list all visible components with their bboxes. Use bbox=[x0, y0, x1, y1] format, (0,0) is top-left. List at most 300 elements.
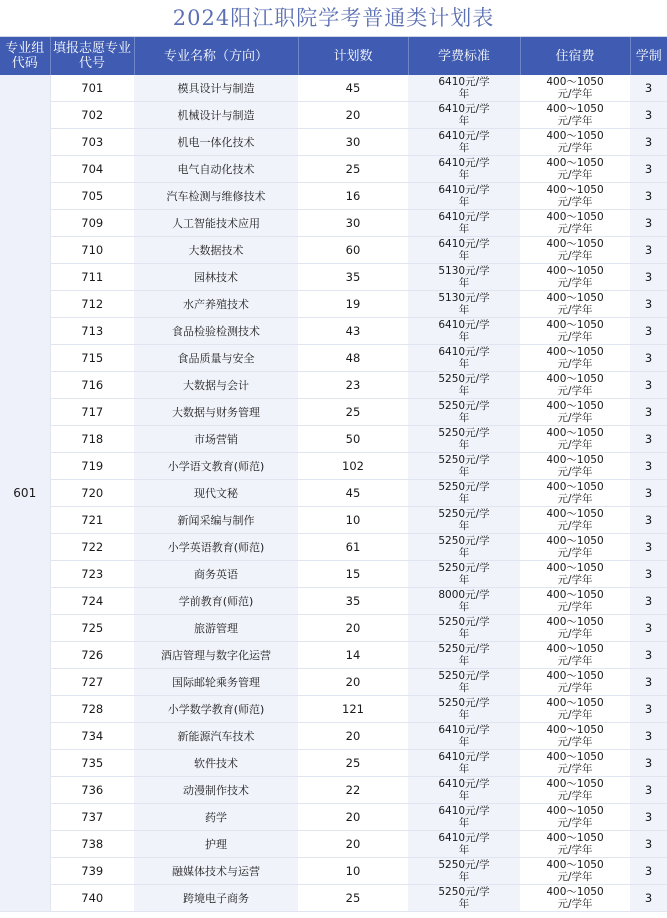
plan-cell: 19 bbox=[298, 291, 408, 318]
dorm-line1: 400～1050 bbox=[546, 427, 604, 439]
dorm-cell bbox=[520, 804, 630, 831]
dorm-line2: 元/学年 bbox=[557, 871, 593, 883]
dorm-line1: 400～1050 bbox=[546, 751, 604, 763]
major-code-cell: 722 bbox=[50, 534, 134, 561]
major-code-cell: 724 bbox=[50, 588, 134, 615]
years-cell: 3 bbox=[630, 156, 667, 183]
years-cell: 3 bbox=[630, 345, 667, 372]
dorm-cell bbox=[520, 669, 630, 696]
major-code-cell: 721 bbox=[50, 507, 134, 534]
table-row bbox=[0, 156, 667, 183]
major-name-cell: 国际邮轮乘务管理 bbox=[134, 669, 298, 696]
plan-cell: 35 bbox=[298, 264, 408, 291]
dorm-line2: 元/学年 bbox=[557, 628, 593, 640]
tuition-line1: 5250元/学 bbox=[438, 670, 490, 682]
years-cell: 3 bbox=[630, 291, 667, 318]
dorm-line2: 元/学年 bbox=[557, 655, 593, 667]
tuition-cell bbox=[408, 588, 520, 615]
dorm-cell bbox=[520, 372, 630, 399]
dorm-line1: 400～1050 bbox=[546, 76, 604, 88]
dorm-cell bbox=[520, 183, 630, 210]
major-name-cell: 食品质量与安全 bbox=[134, 345, 298, 372]
plan-cell: 25 bbox=[298, 399, 408, 426]
years-cell: 3 bbox=[630, 237, 667, 264]
major-name-cell: 软件技术 bbox=[134, 750, 298, 777]
major-name-cell: 旅游管理 bbox=[134, 615, 298, 642]
years-cell: 3 bbox=[630, 885, 667, 912]
major-name-cell: 电气自动化技术 bbox=[134, 156, 298, 183]
tuition-cell bbox=[408, 642, 520, 669]
dorm-cell bbox=[520, 831, 630, 858]
dorm-line2: 元/学年 bbox=[557, 115, 593, 127]
tuition-line1: 5250元/学 bbox=[438, 427, 490, 439]
table-row bbox=[0, 750, 667, 777]
major-name-cell: 模具设计与制造 bbox=[134, 75, 298, 102]
tuition-line2: 年 bbox=[458, 871, 470, 883]
dorm-cell bbox=[520, 777, 630, 804]
tuition-line1: 6410元/学 bbox=[438, 157, 490, 169]
dorm-line1: 400～1050 bbox=[546, 859, 604, 871]
dorm-line2: 元/学年 bbox=[557, 493, 593, 505]
plan-cell: 25 bbox=[298, 885, 408, 912]
tuition-line1: 5250元/学 bbox=[438, 697, 490, 709]
dorm-line1: 400～1050 bbox=[546, 292, 604, 304]
tuition-cell bbox=[408, 75, 520, 102]
tuition-cell bbox=[408, 696, 520, 723]
dorm-cell bbox=[520, 156, 630, 183]
dorm-cell bbox=[520, 264, 630, 291]
plan-cell: 23 bbox=[298, 372, 408, 399]
tuition-line2: 年 bbox=[458, 88, 470, 100]
dorm-line1: 400～1050 bbox=[546, 562, 604, 574]
major-name-cell: 护理 bbox=[134, 831, 298, 858]
tuition-line1: 5250元/学 bbox=[438, 508, 490, 520]
plan-cell: 20 bbox=[298, 831, 408, 858]
major-code-cell: 703 bbox=[50, 129, 134, 156]
dorm-line2: 元/学年 bbox=[557, 304, 593, 316]
major-code-cell: 716 bbox=[50, 372, 134, 399]
table-row bbox=[0, 399, 667, 426]
dorm-line1: 400～1050 bbox=[546, 211, 604, 223]
table-row bbox=[0, 723, 667, 750]
tuition-line2: 年 bbox=[458, 655, 470, 667]
header-dorm: 住宿费 bbox=[520, 37, 630, 75]
tuition-line1: 5250元/学 bbox=[438, 562, 490, 574]
dorm-line1: 400～1050 bbox=[546, 265, 604, 277]
plan-cell: 25 bbox=[298, 750, 408, 777]
dorm-line2: 元/学年 bbox=[557, 709, 593, 721]
table-row bbox=[0, 345, 667, 372]
header-tuition: 学费标准 bbox=[408, 37, 520, 75]
tuition-line1: 6410元/学 bbox=[438, 211, 490, 223]
plan-cell: 15 bbox=[298, 561, 408, 588]
dorm-line1: 400～1050 bbox=[546, 832, 604, 844]
tuition-cell bbox=[408, 777, 520, 804]
dorm-line1: 400～1050 bbox=[546, 535, 604, 547]
tuition-line1: 5250元/学 bbox=[438, 400, 490, 412]
tuition-cell bbox=[408, 534, 520, 561]
years-cell: 3 bbox=[630, 696, 667, 723]
dorm-cell bbox=[520, 642, 630, 669]
dorm-cell bbox=[520, 291, 630, 318]
major-code-cell: 728 bbox=[50, 696, 134, 723]
table-row bbox=[0, 696, 667, 723]
dorm-line2: 元/学年 bbox=[557, 358, 593, 370]
tuition-cell bbox=[408, 831, 520, 858]
dorm-line2: 元/学年 bbox=[557, 682, 593, 694]
tuition-cell bbox=[408, 453, 520, 480]
tuition-line2: 年 bbox=[458, 277, 470, 289]
tuition-line2: 年 bbox=[458, 628, 470, 640]
plan-table bbox=[0, 37, 667, 912]
dorm-line1: 400～1050 bbox=[546, 373, 604, 385]
table-row bbox=[0, 372, 667, 399]
major-name-cell: 现代文秘 bbox=[134, 480, 298, 507]
major-name-cell: 融媒体技术与运营 bbox=[134, 858, 298, 885]
tuition-cell bbox=[408, 210, 520, 237]
tuition-line1: 5250元/学 bbox=[438, 643, 490, 655]
tuition-line2: 年 bbox=[458, 493, 470, 505]
plan-cell: 10 bbox=[298, 858, 408, 885]
tuition-line1: 6410元/学 bbox=[438, 319, 490, 331]
tuition-cell bbox=[408, 372, 520, 399]
plan-cell: 50 bbox=[298, 426, 408, 453]
dorm-line2: 元/学年 bbox=[557, 547, 593, 559]
major-code-cell: 727 bbox=[50, 669, 134, 696]
header-group-code: 专业组代码 bbox=[0, 37, 50, 75]
dorm-line2: 元/学年 bbox=[557, 331, 593, 343]
dorm-line2: 元/学年 bbox=[557, 142, 593, 154]
plan-cell: 30 bbox=[298, 210, 408, 237]
years-cell: 3 bbox=[630, 453, 667, 480]
tuition-line2: 年 bbox=[458, 223, 470, 235]
major-name-cell: 大数据与会计 bbox=[134, 372, 298, 399]
tuition-line2: 年 bbox=[458, 385, 470, 397]
dorm-line2: 元/学年 bbox=[557, 763, 593, 775]
dorm-line2: 元/学年 bbox=[557, 88, 593, 100]
plan-cell: 35 bbox=[298, 588, 408, 615]
years-cell: 3 bbox=[630, 210, 667, 237]
dorm-line2: 元/学年 bbox=[557, 736, 593, 748]
years-cell: 3 bbox=[630, 183, 667, 210]
major-name-cell: 汽车检测与维修技术 bbox=[134, 183, 298, 210]
table-row bbox=[0, 804, 667, 831]
dorm-line2: 元/学年 bbox=[557, 250, 593, 262]
plan-cell: 22 bbox=[298, 777, 408, 804]
group-code-cell: 601 bbox=[0, 75, 50, 912]
tuition-line1: 6410元/学 bbox=[438, 832, 490, 844]
major-code-cell: 710 bbox=[50, 237, 134, 264]
tuition-line1: 5130元/学 bbox=[438, 265, 490, 277]
dorm-line2: 元/学年 bbox=[557, 574, 593, 586]
major-code-cell: 720 bbox=[50, 480, 134, 507]
tuition-line1: 5250元/学 bbox=[438, 481, 490, 493]
major-code-cell: 701 bbox=[50, 75, 134, 102]
table-row bbox=[0, 642, 667, 669]
dorm-cell bbox=[520, 507, 630, 534]
dorm-line2: 元/学年 bbox=[557, 520, 593, 532]
dorm-line2: 元/学年 bbox=[557, 466, 593, 478]
tuition-line2: 年 bbox=[458, 358, 470, 370]
tuition-line2: 年 bbox=[458, 844, 470, 856]
tuition-line2: 年 bbox=[458, 817, 470, 829]
years-cell: 3 bbox=[630, 669, 667, 696]
major-name-cell: 机电一体化技术 bbox=[134, 129, 298, 156]
major-code-cell: 726 bbox=[50, 642, 134, 669]
years-cell: 3 bbox=[630, 75, 667, 102]
dorm-line1: 400～1050 bbox=[546, 481, 604, 493]
tuition-line1: 6410元/学 bbox=[438, 724, 490, 736]
tuition-line2: 年 bbox=[458, 304, 470, 316]
major-code-cell: 705 bbox=[50, 183, 134, 210]
tuition-cell bbox=[408, 183, 520, 210]
tuition-line1: 6410元/学 bbox=[438, 184, 490, 196]
table-row bbox=[0, 777, 667, 804]
table-row bbox=[0, 615, 667, 642]
tuition-line1: 6410元/学 bbox=[438, 238, 490, 250]
major-code-cell: 739 bbox=[50, 858, 134, 885]
table-row bbox=[0, 237, 667, 264]
dorm-cell bbox=[520, 345, 630, 372]
plan-cell: 20 bbox=[298, 615, 408, 642]
tuition-line1: 6410元/学 bbox=[438, 346, 490, 358]
major-code-cell: 715 bbox=[50, 345, 134, 372]
header-major-code: 填报志愿专业代号 bbox=[50, 37, 134, 75]
tuition-cell bbox=[408, 291, 520, 318]
plan-cell: 20 bbox=[298, 102, 408, 129]
tuition-line1: 5250元/学 bbox=[438, 373, 490, 385]
tuition-line2: 年 bbox=[458, 331, 470, 343]
tuition-cell bbox=[408, 561, 520, 588]
major-code-cell: 736 bbox=[50, 777, 134, 804]
years-cell: 3 bbox=[630, 426, 667, 453]
dorm-cell bbox=[520, 75, 630, 102]
dorm-cell bbox=[520, 210, 630, 237]
years-cell: 3 bbox=[630, 777, 667, 804]
plan-cell: 14 bbox=[298, 642, 408, 669]
dorm-cell bbox=[520, 237, 630, 264]
tuition-line1: 6410元/学 bbox=[438, 103, 490, 115]
tuition-line1: 8000元/学 bbox=[438, 589, 490, 601]
major-name-cell: 药学 bbox=[134, 804, 298, 831]
years-cell: 3 bbox=[630, 129, 667, 156]
dorm-line1: 400～1050 bbox=[546, 157, 604, 169]
dorm-cell bbox=[520, 561, 630, 588]
table-body bbox=[0, 75, 667, 912]
tuition-cell bbox=[408, 804, 520, 831]
dorm-line1: 400～1050 bbox=[546, 130, 604, 142]
tuition-cell bbox=[408, 615, 520, 642]
major-name-cell: 商务英语 bbox=[134, 561, 298, 588]
table-row bbox=[0, 183, 667, 210]
table-row bbox=[0, 858, 667, 885]
major-name-cell: 小学语文教育(师范) bbox=[134, 453, 298, 480]
tuition-cell bbox=[408, 480, 520, 507]
years-cell: 3 bbox=[630, 723, 667, 750]
major-name-cell: 市场营销 bbox=[134, 426, 298, 453]
tuition-cell bbox=[408, 723, 520, 750]
tuition-line1: 6410元/学 bbox=[438, 805, 490, 817]
dorm-cell bbox=[520, 696, 630, 723]
plan-cell: 43 bbox=[298, 318, 408, 345]
dorm-cell bbox=[520, 885, 630, 912]
dorm-line1: 400～1050 bbox=[546, 886, 604, 898]
plan-cell: 20 bbox=[298, 804, 408, 831]
major-name-cell: 小学英语教育(师范) bbox=[134, 534, 298, 561]
tuition-cell bbox=[408, 399, 520, 426]
major-code-cell: 737 bbox=[50, 804, 134, 831]
tuition-line1: 5130元/学 bbox=[438, 292, 490, 304]
dorm-line1: 400～1050 bbox=[546, 805, 604, 817]
table-row bbox=[0, 75, 667, 102]
major-code-cell: 702 bbox=[50, 102, 134, 129]
dorm-line1: 400～1050 bbox=[546, 238, 604, 250]
years-cell: 3 bbox=[630, 480, 667, 507]
plan-cell: 20 bbox=[298, 723, 408, 750]
tuition-line2: 年 bbox=[458, 790, 470, 802]
page-title: 2024阳江职院学考普通类计划表 bbox=[0, 0, 667, 37]
major-code-cell: 735 bbox=[50, 750, 134, 777]
tuition-cell bbox=[408, 426, 520, 453]
tuition-line1: 5250元/学 bbox=[438, 535, 490, 547]
major-name-cell: 人工智能技术应用 bbox=[134, 210, 298, 237]
dorm-line2: 元/学年 bbox=[557, 898, 593, 910]
table-row bbox=[0, 534, 667, 561]
dorm-line1: 400～1050 bbox=[546, 670, 604, 682]
table-row bbox=[0, 129, 667, 156]
table-row bbox=[0, 669, 667, 696]
tuition-line2: 年 bbox=[458, 142, 470, 154]
tuition-cell bbox=[408, 345, 520, 372]
years-cell: 3 bbox=[630, 372, 667, 399]
dorm-line2: 元/学年 bbox=[557, 601, 593, 613]
tuition-line2: 年 bbox=[458, 520, 470, 532]
tuition-cell bbox=[408, 669, 520, 696]
dorm-cell bbox=[520, 534, 630, 561]
header-major-name: 专业名称（方向） bbox=[134, 37, 298, 75]
tuition-cell bbox=[408, 858, 520, 885]
major-code-cell: 719 bbox=[50, 453, 134, 480]
table-row bbox=[0, 210, 667, 237]
tuition-cell bbox=[408, 129, 520, 156]
years-cell: 3 bbox=[630, 399, 667, 426]
plan-cell: 45 bbox=[298, 75, 408, 102]
years-cell: 3 bbox=[630, 102, 667, 129]
dorm-cell bbox=[520, 129, 630, 156]
tuition-line1: 6410元/学 bbox=[438, 130, 490, 142]
dorm-line2: 元/学年 bbox=[557, 196, 593, 208]
major-code-cell: 740 bbox=[50, 885, 134, 912]
major-name-cell: 食品检验检测技术 bbox=[134, 318, 298, 345]
dorm-line2: 元/学年 bbox=[557, 790, 593, 802]
major-code-cell: 725 bbox=[50, 615, 134, 642]
major-code-cell: 717 bbox=[50, 399, 134, 426]
major-name-cell: 学前教育(师范) bbox=[134, 588, 298, 615]
plan-cell: 16 bbox=[298, 183, 408, 210]
plan-cell: 45 bbox=[298, 480, 408, 507]
dorm-cell bbox=[520, 399, 630, 426]
header-plan: 计划数 bbox=[298, 37, 408, 75]
tuition-cell bbox=[408, 156, 520, 183]
dorm-line2: 元/学年 bbox=[557, 223, 593, 235]
dorm-cell bbox=[520, 858, 630, 885]
table-row bbox=[0, 480, 667, 507]
major-code-cell: 712 bbox=[50, 291, 134, 318]
dorm-line1: 400～1050 bbox=[546, 400, 604, 412]
tuition-line2: 年 bbox=[458, 709, 470, 721]
major-code-cell: 734 bbox=[50, 723, 134, 750]
years-cell: 3 bbox=[630, 831, 667, 858]
dorm-line1: 400～1050 bbox=[546, 589, 604, 601]
dorm-line1: 400～1050 bbox=[546, 103, 604, 115]
tuition-line2: 年 bbox=[458, 601, 470, 613]
major-name-cell: 动漫制作技术 bbox=[134, 777, 298, 804]
years-cell: 3 bbox=[630, 534, 667, 561]
tuition-line2: 年 bbox=[458, 196, 470, 208]
major-code-cell: 718 bbox=[50, 426, 134, 453]
tuition-cell bbox=[408, 750, 520, 777]
major-code-cell: 709 bbox=[50, 210, 134, 237]
tuition-line2: 年 bbox=[458, 466, 470, 478]
major-name-cell: 大数据与财务管理 bbox=[134, 399, 298, 426]
dorm-line2: 元/学年 bbox=[557, 277, 593, 289]
dorm-line1: 400～1050 bbox=[546, 454, 604, 466]
major-name-cell: 新能源汽车技术 bbox=[134, 723, 298, 750]
dorm-line1: 400～1050 bbox=[546, 319, 604, 331]
dorm-line2: 元/学年 bbox=[557, 169, 593, 181]
header-years: 学制 bbox=[630, 37, 667, 75]
table-row bbox=[0, 102, 667, 129]
years-cell: 3 bbox=[630, 561, 667, 588]
major-name-cell: 跨境电子商务 bbox=[134, 885, 298, 912]
dorm-line1: 400～1050 bbox=[546, 724, 604, 736]
dorm-line1: 400～1050 bbox=[546, 184, 604, 196]
tuition-cell bbox=[408, 507, 520, 534]
tuition-line2: 年 bbox=[458, 115, 470, 127]
table-row bbox=[0, 507, 667, 534]
plan-cell: 20 bbox=[298, 669, 408, 696]
years-cell: 3 bbox=[630, 507, 667, 534]
years-cell: 3 bbox=[630, 750, 667, 777]
dorm-line2: 元/学年 bbox=[557, 439, 593, 451]
tuition-line2: 年 bbox=[458, 763, 470, 775]
tuition-line2: 年 bbox=[458, 250, 470, 262]
tuition-line2: 年 bbox=[458, 412, 470, 424]
years-cell: 3 bbox=[630, 264, 667, 291]
dorm-line2: 元/学年 bbox=[557, 844, 593, 856]
tuition-line2: 年 bbox=[458, 574, 470, 586]
tuition-line2: 年 bbox=[458, 439, 470, 451]
tuition-line2: 年 bbox=[458, 547, 470, 559]
table-row bbox=[0, 291, 667, 318]
tuition-cell bbox=[408, 318, 520, 345]
major-code-cell: 711 bbox=[50, 264, 134, 291]
dorm-line1: 400～1050 bbox=[546, 616, 604, 628]
dorm-cell bbox=[520, 615, 630, 642]
dorm-cell bbox=[520, 426, 630, 453]
dorm-line2: 元/学年 bbox=[557, 817, 593, 829]
tuition-cell bbox=[408, 237, 520, 264]
table-row bbox=[0, 264, 667, 291]
tuition-line1: 5250元/学 bbox=[438, 616, 490, 628]
tuition-line2: 年 bbox=[458, 682, 470, 694]
plan-cell: 30 bbox=[298, 129, 408, 156]
tuition-cell bbox=[408, 264, 520, 291]
major-name-cell: 园林技术 bbox=[134, 264, 298, 291]
tuition-line1: 6410元/学 bbox=[438, 751, 490, 763]
major-name-cell: 水产养殖技术 bbox=[134, 291, 298, 318]
table-row bbox=[0, 588, 667, 615]
